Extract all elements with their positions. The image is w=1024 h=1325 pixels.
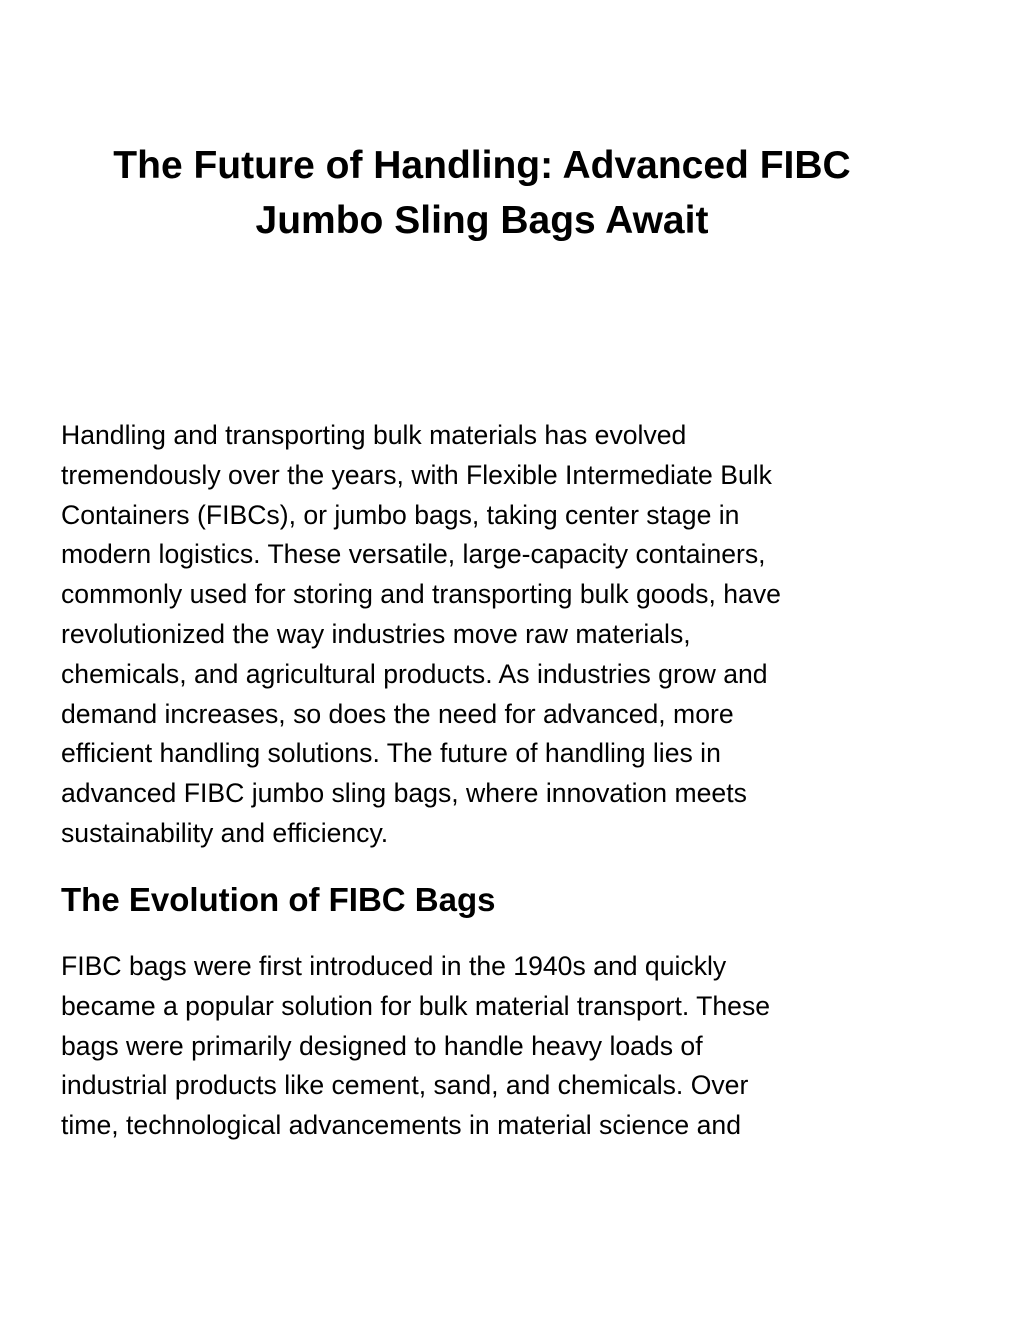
section-line: bags were primarily designed to handle heavy loads of [61,1030,703,1061]
section-line: FIBC bags were first introduced in the 1940s and quickly [61,951,727,981]
intro-line: revolutionized the way industries move raw materials, [61,618,691,649]
intro-line: demand increases, so does the need for advanced, more [61,698,734,729]
intro-line: chemicals, and agricultural products. As industries grow and [61,658,768,689]
intro-line: efficient handling solutions. The future of handling lies in [61,738,721,769]
section-line: time, technological advancements in material science and [61,1110,741,1141]
title-line-2: Jumbo Sling Bags Await [255,199,709,242]
title-line-1: The Future of Handling: Advanced FIBC [113,144,851,187]
intro-line: Handling and transporting bulk materials has evolved [61,420,687,450]
intro-line: modern logistics. These versatile, large-capacity containers, [61,539,766,570]
section-line: became a popular solution for bulk material transport. These [61,990,771,1021]
section-heading: The Evolution of FIBC Bags [61,881,496,918]
section-paragraph [61,947,911,1146]
intro-line: commonly used for storing and transporting bulk goods, have [61,579,781,610]
intro-line: sustainability and efficiency. [61,817,389,848]
intro-paragraph [61,416,911,854]
intro-line: advanced FIBC jumbo sling bags, where innovation meets [61,778,747,809]
section-line: industrial products like cement, sand, and chemicals. Over [61,1070,749,1101]
document-title [40,138,924,248]
intro-line: Containers (FIBCs), or jumbo bags, taking center stage in [61,499,740,530]
intro-line: tremendously over the years, with Flexible Intermediate Bulk [61,459,772,490]
